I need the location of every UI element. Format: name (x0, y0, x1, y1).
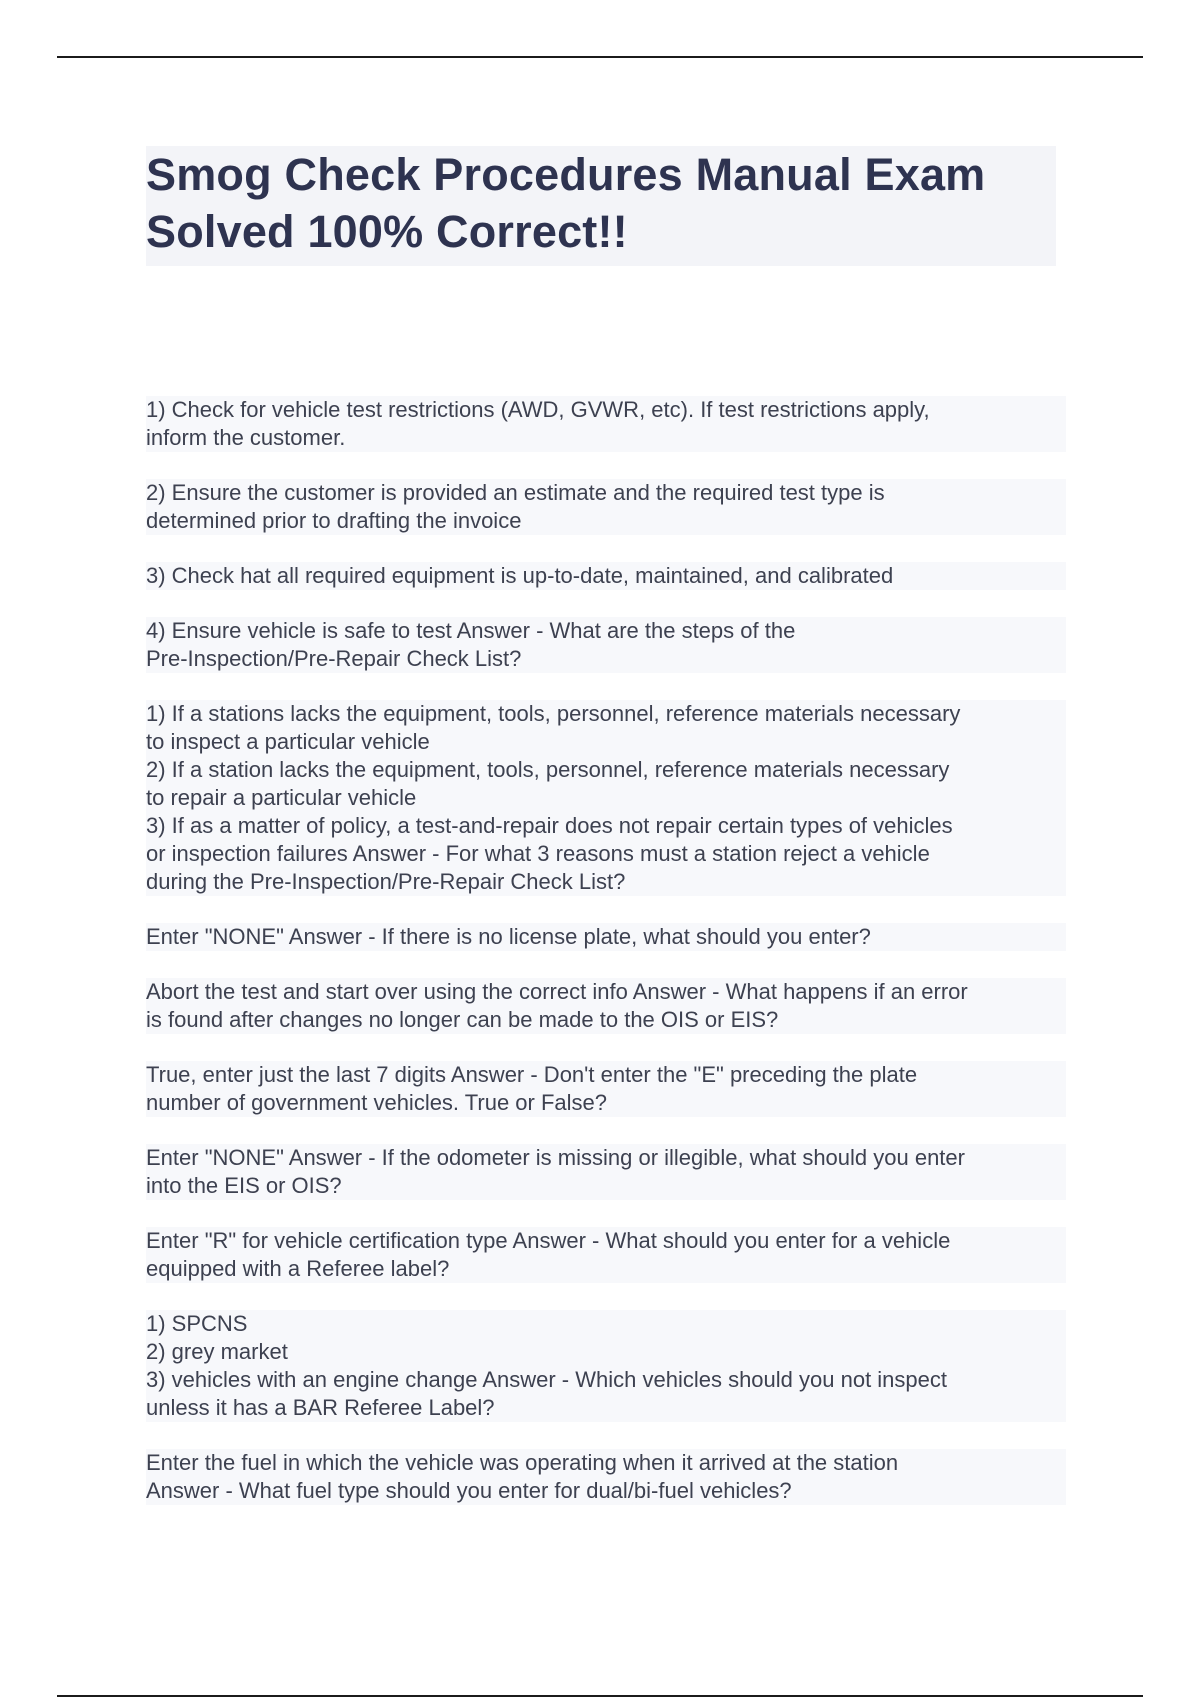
paragraph-line: Enter the fuel in which the vehicle was operating when it arrived at the station (146, 1450, 899, 1475)
paragraph-line: 2) grey market (146, 1339, 288, 1364)
qa-paragraph (146, 978, 1066, 1034)
paragraph-line: 2) If a station lacks the equipment, tools, personnel, reference materials necessary (146, 757, 950, 782)
paragraph-line: to inspect a particular vehicle (146, 729, 430, 754)
paragraph-line: into the EIS or OIS? (146, 1173, 342, 1198)
paragraph-line: Abort the test and start over using the correct info Answer - What happens if an error (146, 979, 968, 1004)
qa-paragraph (146, 1061, 1066, 1117)
qa-paragraph (146, 1144, 1066, 1200)
paragraph-line: is found after changes no longer can be made to the OIS or EIS? (146, 1007, 779, 1032)
qa-paragraph (146, 617, 1066, 673)
paragraph-line: True, enter just the last 7 digits Answer - Don't enter the "E" preceding the plate (146, 1062, 918, 1087)
paragraph-line: 2) Ensure the customer is provided an estimate and the required test type is (146, 480, 885, 505)
paragraph-line: 1) If a stations lacks the equipment, tools, personnel, reference materials necessary (146, 701, 961, 726)
qa-paragraph (146, 700, 1066, 896)
qa-paragraph (146, 479, 1066, 535)
paragraph-line: or inspection failures Answer - For what 3 reasons must a station reject a vehicle (146, 841, 930, 866)
paragraph-line: 4) Ensure vehicle is safe to test Answer - What are the steps of the (146, 618, 796, 643)
paragraph-line: Enter "NONE" Answer - If there is no license plate, what should you enter? (146, 924, 871, 949)
paragraph-line: Enter "NONE" Answer - If the odometer is missing or illegible, what should you enter (146, 1145, 965, 1170)
qa-paragraph (146, 1310, 1066, 1422)
paragraph-line: inform the customer. (146, 425, 346, 450)
paragraph-line: 3) Check hat all required equipment is up-to-date, maintained, and calibrated (146, 563, 894, 588)
document-title (146, 146, 1056, 260)
document-body (146, 396, 1066, 1532)
qa-paragraph (146, 923, 1066, 951)
qa-paragraph (146, 396, 1066, 452)
paragraph-line: 1) Check for vehicle test restrictions (AWD, GVWR, etc). If test restrictions apply, (146, 397, 930, 422)
bottom-rule (57, 1695, 1143, 1697)
paragraph-line: unless it has a BAR Referee Label? (146, 1395, 495, 1420)
paragraph-line: determined prior to drafting the invoice (146, 508, 522, 533)
top-rule (57, 56, 1143, 58)
paragraph-line: Enter "R" for vehicle certification type Answer - What should you enter for a vehicle (146, 1228, 951, 1253)
title-block (146, 146, 1056, 266)
paragraph-line: Pre-Inspection/Pre-Repair Check List? (146, 646, 522, 671)
title-line: Smog Check Procedures Manual Exam (146, 149, 986, 200)
paragraph-line: 1) SPCNS (146, 1311, 248, 1336)
paragraph-line: Answer - What fuel type should you enter for dual/bi-fuel vehicles? (146, 1478, 792, 1503)
paragraph-line: 3) vehicles with an engine change Answer - Which vehicles should you not inspect (146, 1367, 948, 1392)
qa-paragraph (146, 1449, 1066, 1505)
paragraph-line: 3) If as a matter of policy, a test-and-repair does not repair certain types of vehicles (146, 813, 953, 838)
paragraph-line: equipped with a Referee label? (146, 1256, 450, 1281)
qa-paragraph (146, 1227, 1066, 1283)
title-line: Solved 100% Correct!! (146, 206, 628, 257)
paragraph-line: to repair a particular vehicle (146, 785, 417, 810)
paragraph-line: during the Pre-Inspection/Pre-Repair Check List? (146, 869, 626, 894)
qa-paragraph (146, 562, 1066, 590)
paragraph-line: number of government vehicles. True or False? (146, 1090, 608, 1115)
